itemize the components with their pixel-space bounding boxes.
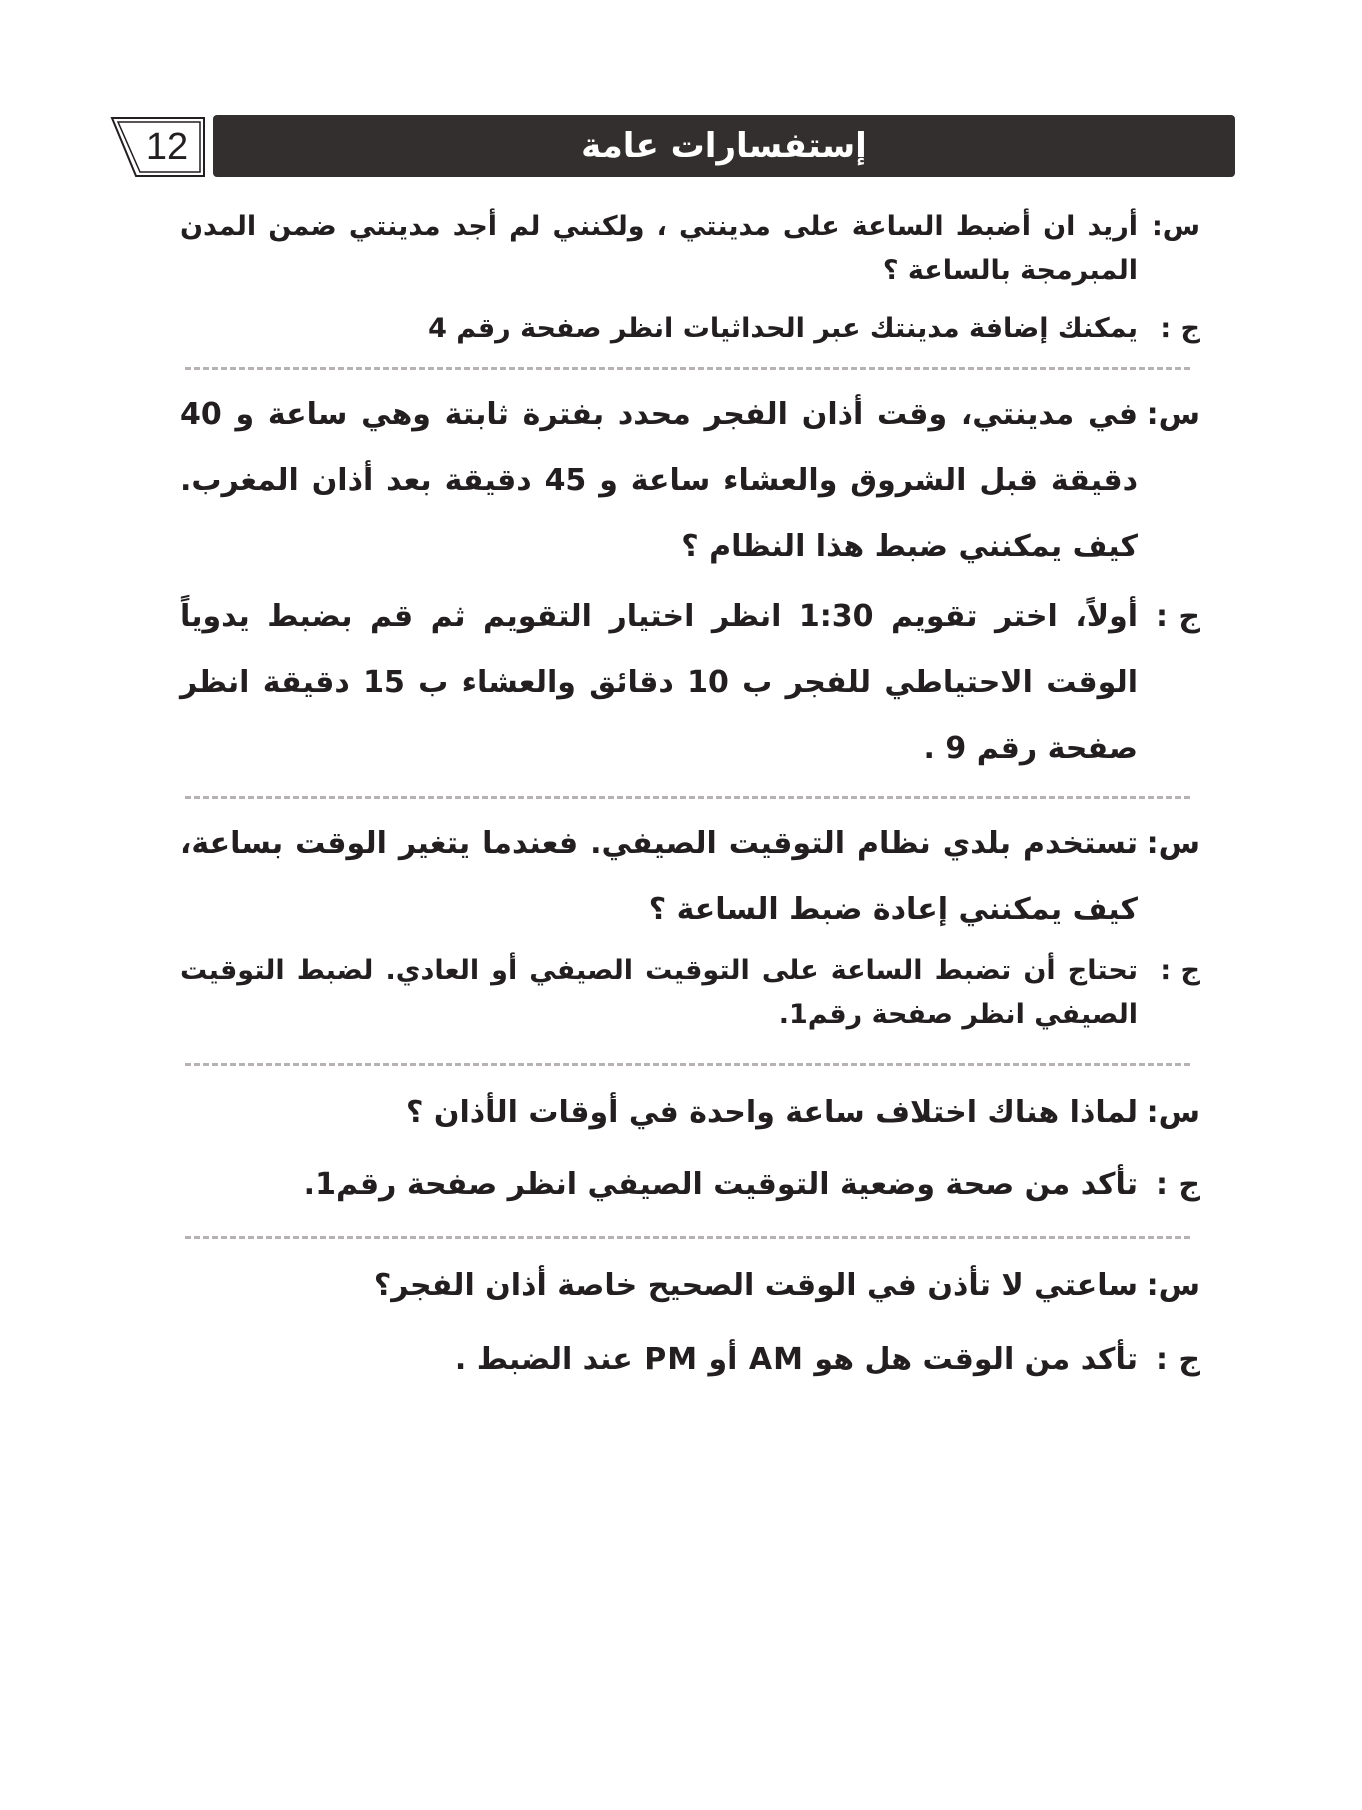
question-line <box>180 1080 1200 1146</box>
question-label: س: <box>1151 211 1200 242</box>
question-text: في مدينتي، وقت أذان الفجر محدد بفترة ثابتة وهي ساعة و 40 دقيقة قبل الشروق والعشاء ساعة و 45 دقيقة بعد أذان المغرب. كيف يمكنني ضبط هذا النظام ؟ <box>180 397 1138 564</box>
answer-text: أولاً، اختر تقويم 1:30 انظر اختيار التقويم ثم قم بضبط يدوياً الوقت الاحتياطي للفجر ب 10 دقائق والعشاء ب 15 دقيقة انظر صفحة رقم 9 . <box>180 599 1138 766</box>
answer-line <box>180 584 1200 782</box>
question-line <box>180 811 1200 943</box>
answer-label: ج : <box>1155 599 1200 634</box>
question-line <box>180 1253 1200 1319</box>
qa-item-2 <box>180 382 1200 782</box>
question-line <box>180 382 1200 580</box>
answer-text: تأكد من الوقت هل هو AM أو PM عند الضبط . <box>454 1342 1138 1377</box>
question-label: س: <box>1146 397 1200 432</box>
answer-line <box>180 1327 1200 1393</box>
page-number: 12 <box>145 125 189 168</box>
question-text: لماذا هناك اختلاف ساعة واحدة في أوقات الأذان ؟ <box>406 1095 1138 1130</box>
qa-item-4 <box>180 1080 1200 1218</box>
qa-item-5 <box>180 1253 1200 1393</box>
answer-line <box>180 949 1200 1037</box>
question-text: أريد ان أضبط الساعة على مدينتي ، ولكنني لم أجد مدينتي ضمن المدن المبرمجة بالساعة ؟ <box>180 211 1138 286</box>
answer-label: ج : <box>1155 1342 1200 1377</box>
question-line <box>180 205 1200 293</box>
answer-label: ج : <box>1160 313 1200 344</box>
answer-label: ج : <box>1160 955 1200 986</box>
page-number-tab <box>110 116 206 178</box>
answer-label: ج : <box>1155 1167 1200 1202</box>
answer-text: تأكد من صحة وضعية التوقيت الصيفي انظر صفحة رقم1. <box>303 1167 1138 1202</box>
question-label: س: <box>1146 1268 1200 1303</box>
question-label: س: <box>1146 1095 1200 1130</box>
question-text: تستخدم بلدي نظام التوقيت الصيفي. فعندما يتغير الوقت بساعة، كيف يمكنني إعادة ضبط الساعة ؟ <box>180 826 1138 927</box>
header-bar <box>213 115 1235 177</box>
page-title: إستفسارات عامة <box>581 126 867 166</box>
qa-item-3 <box>180 811 1200 1037</box>
question-text: ساعتي لا تأذن في الوقت الصحيح خاصة أذان الفجر؟ <box>373 1268 1138 1303</box>
qa-item-1 <box>180 205 1200 351</box>
answer-text: تحتاج أن تضبط الساعة على التوقيت الصيفي أو العادي. لضبط التوقيت الصيفي انظر صفحة رقم1. <box>180 955 1138 1030</box>
answer-line <box>180 1152 1200 1218</box>
answer-line <box>180 307 1200 351</box>
answer-text: يمكنك إضافة مدينتك عبر الحداثيات انظر صفحة رقم 4 <box>428 313 1138 344</box>
question-label: س: <box>1146 826 1200 861</box>
faq-content <box>180 205 1200 1393</box>
